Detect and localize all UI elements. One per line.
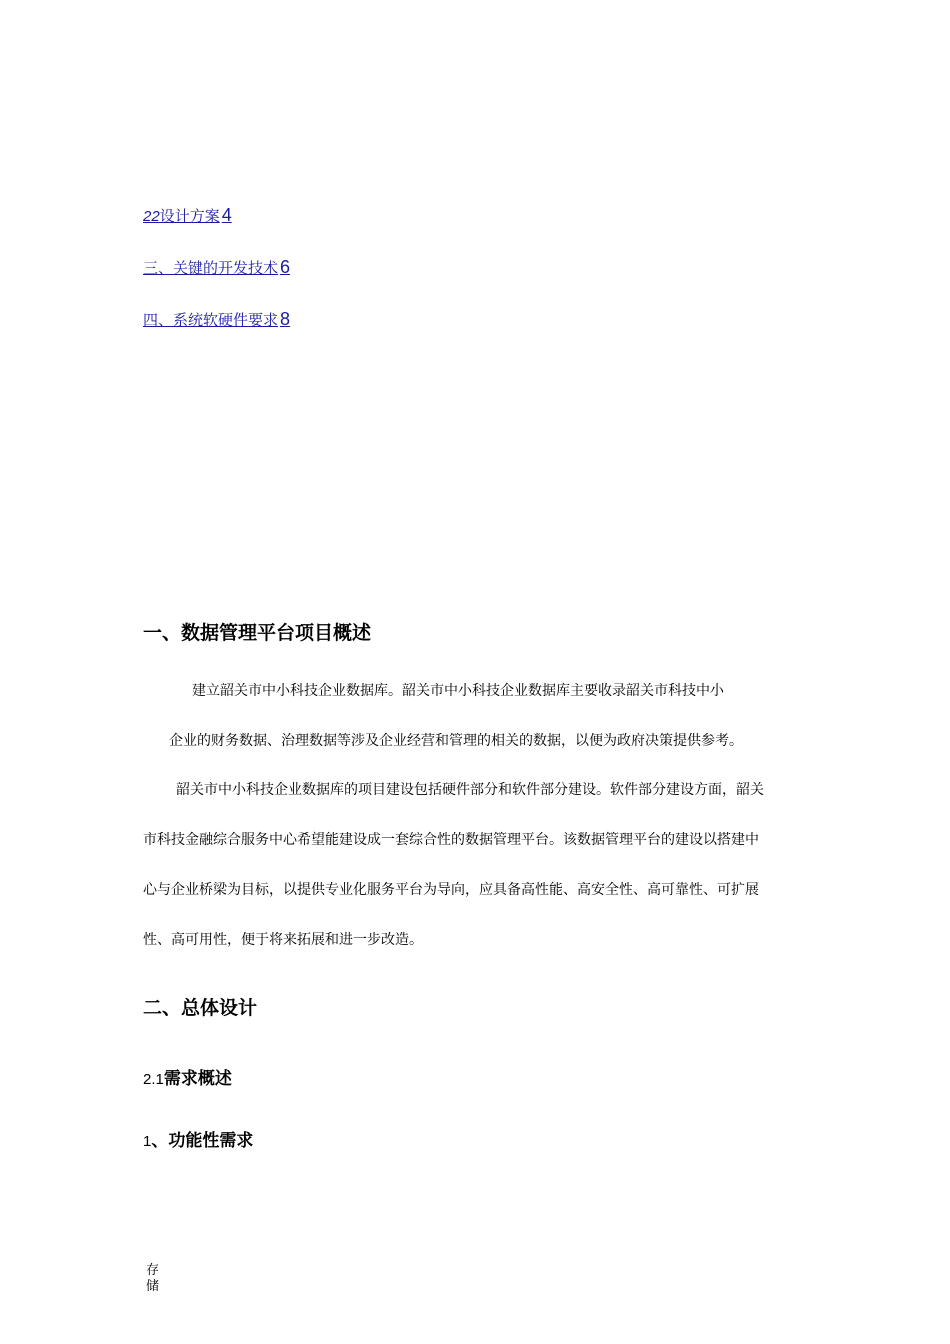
toc-link-key-tech[interactable] [143,257,290,278]
subsection-heading-requirements [143,1067,232,1092]
paragraph-line: 建立韶关市中小科技企业数据库。韶关市中小科技企业数据库主要收录韶关市科技中小 [192,683,724,699]
paragraph-line: 性、高可用性，便于将来拓展和进一步改造。 [143,932,423,948]
toc-item-number: 22 [143,208,160,225]
subsubsection-number: 1 [143,1133,152,1150]
toc-page-number: 6 [280,257,291,277]
toc-item-label: 四、系统软硬件要求 [143,311,279,329]
toc-link-design-plan[interactable] [143,205,232,227]
paragraph-line: 心与企业桥梁为目标，以提供专业化服务平台为导向，应具备高性能、高安全性、高可靠性、可扩展 [143,882,759,898]
toc-page-number: 8 [280,309,291,329]
toc-link-system-requirements[interactable] [143,309,290,330]
paragraph-line: 韶关市中小科技企业数据库的项目建设包括硬件部分和软件部分建设。软件部分建设方面，韶关 [176,782,764,798]
toc-item-label: 三、关键的开发技术 [143,259,279,277]
section-heading-overall-design: 二、总体设计 [143,997,258,1019]
toc-item-label: 设计方案 [159,207,220,225]
subsubsection-title: 、功能性需求 [151,1131,254,1151]
section-heading-overview: 一、数据管理平台项目概述 [143,622,372,644]
paragraph-line: 企业的财务数据、治理数据等涉及企业经营和管理的相关的数据，以便为政府决策提供参考。 [169,733,743,749]
subsubsection-heading-functional [143,1129,253,1154]
paragraph-line: 市科技金融综合服务中心希望能建设成一套综合性的数据管理平台。该数据管理平台的建设以搭建中 [143,832,759,848]
toc-page-number: 4 [221,205,232,225]
subsection-number: 2.1 [143,1071,164,1088]
vertical-label: 存储 [146,1263,160,1294]
subsection-title: 需求概述 [163,1069,232,1089]
